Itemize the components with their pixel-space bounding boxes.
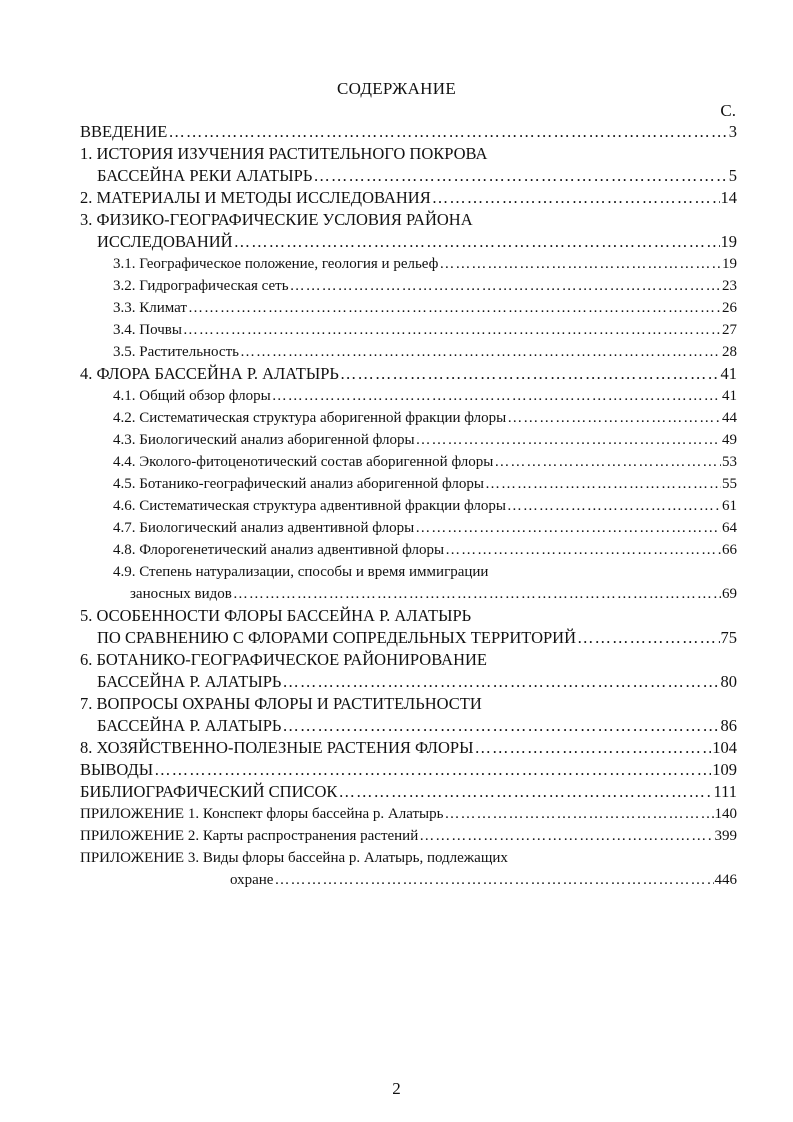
toc-entry-intro[interactable] xyxy=(80,121,737,143)
leader-dots xyxy=(444,803,713,825)
toc-entry-text: 4. ФЛОРА БАССЕЙНА Р. АЛАТЫРЬ xyxy=(80,364,339,383)
toc-entry-7-line1[interactable]: 7. ВОПРОСЫ ОХРАНЫ ФЛОРЫ И РАСТИТЕЛЬНОСТИ xyxy=(80,694,482,713)
toc-entry-4-1[interactable] xyxy=(113,385,737,407)
toc-entry-appendix-1[interactable] xyxy=(80,803,737,825)
toc-entry-4-4[interactable] xyxy=(113,451,737,473)
toc-entry-page: 3 xyxy=(728,122,737,141)
toc-entry-page: 41 xyxy=(720,364,737,383)
leader-dots xyxy=(290,275,721,297)
toc-entry-4-7[interactable] xyxy=(113,517,737,539)
toc-entry-3-line2[interactable] xyxy=(97,231,737,253)
toc-entry-appendix-2[interactable] xyxy=(80,825,737,847)
toc-entry-4-8[interactable] xyxy=(113,539,737,561)
toc-entry-page: 26 xyxy=(722,300,737,316)
toc-entry-text: 4.2. Систематическая структура аборигенной фракции флоры xyxy=(113,410,507,426)
toc-entry-page: 14 xyxy=(720,188,737,207)
toc-entry-text: 8. ХОЗЯЙСТВЕННО-ПОЛЕЗНЫЕ РАСТЕНИЯ ФЛОРЫ xyxy=(80,738,474,757)
leader-dots xyxy=(272,385,721,407)
toc-entry-text: ИССЛЕДОВАНИЙ xyxy=(97,232,233,251)
leader-dots xyxy=(282,715,719,737)
toc-entry-text: ПРИЛОЖЕНИЕ 2. Карты распространения растений xyxy=(80,828,419,844)
toc-entry-text: 4.5. Ботанико-географический анализ аборигенной флоры xyxy=(113,476,484,492)
leader-dots xyxy=(494,451,721,473)
toc-entry-bibliography[interactable] xyxy=(80,781,737,803)
leader-dots xyxy=(415,517,721,539)
toc-entry-appendix-3-line2[interactable] xyxy=(230,869,737,891)
toc-entry-text: охране xyxy=(230,872,274,888)
toc-entry-8[interactable] xyxy=(80,737,737,759)
toc-entry-page: 111 xyxy=(713,782,737,801)
toc-entry-text: 3.1. Географическое положение, геология и рельеф xyxy=(113,256,439,272)
toc-entry-1-line1[interactable]: 1. ИСТОРИЯ ИЗУЧЕНИЯ РАСТИТЕЛЬНОГО ПОКРОВА xyxy=(80,144,488,163)
leader-dots xyxy=(282,671,719,693)
toc-entry-text: заносных видов xyxy=(130,586,232,602)
toc-entry-4-3[interactable] xyxy=(113,429,737,451)
toc-entry-page: 61 xyxy=(722,498,737,514)
toc-entry-page: 80 xyxy=(720,672,737,691)
toc-entry-text: ВВЕДЕНИЕ xyxy=(80,122,168,141)
toc-entry-page: 27 xyxy=(722,322,737,338)
toc-entry-page: 28 xyxy=(722,344,737,360)
toc-entry-7-line2[interactable] xyxy=(97,715,737,737)
toc-entry-3-line1[interactable]: 3. ФИЗИКО-ГЕОГРАФИЧЕСКИЕ УСЛОВИЯ РАЙОНА xyxy=(80,210,473,229)
leader-dots xyxy=(338,781,712,803)
toc-entry-page: 19 xyxy=(722,256,737,272)
toc-entry-page: 19 xyxy=(720,232,737,251)
toc-entry-3-1[interactable] xyxy=(113,253,737,275)
toc-entry-page: 53 xyxy=(722,454,737,470)
leader-dots xyxy=(507,495,721,517)
toc-entry-3-5[interactable] xyxy=(113,341,737,363)
leader-dots xyxy=(416,429,721,451)
toc-entry-4-5[interactable] xyxy=(113,473,737,495)
toc-entry-4[interactable] xyxy=(80,363,737,385)
leader-dots xyxy=(154,759,711,781)
toc-entry-page: 399 xyxy=(714,828,737,844)
toc-entry-page: 109 xyxy=(712,760,737,779)
toc-entry-page: 44 xyxy=(722,410,737,426)
toc-entry-text: 3.3. Климат xyxy=(113,300,187,316)
toc-entry-5-line1[interactable]: 5. ОСОБЕННОСТИ ФЛОРЫ БАССЕЙНА Р. АЛАТЫРЬ xyxy=(80,606,472,625)
toc-entry-text: ПО СРАВНЕНИЮ С ФЛОРАМИ СОПРЕДЕЛЬНЫХ ТЕРРИТОРИЙ xyxy=(97,628,577,647)
toc-entry-3-3[interactable] xyxy=(113,297,737,319)
leader-dots xyxy=(445,539,721,561)
leader-dots xyxy=(240,341,721,363)
toc-entry-text: 4.7. Биологический анализ адвентивной флоры xyxy=(113,520,415,536)
toc-entry-4-9-line2[interactable] xyxy=(130,583,737,605)
toc-entry-text: БИБЛИОГРАФИЧЕСКИЙ СПИСОК xyxy=(80,782,338,801)
toc-entry-text: 4.8. Флорогенетический анализ адвентивной флоры xyxy=(113,542,445,558)
toc-entry-text: БАССЕЙНА Р. АЛАТЫРЬ xyxy=(97,672,282,691)
toc-entry-conclusions[interactable] xyxy=(80,759,737,781)
toc-entry-page: 446 xyxy=(714,872,737,888)
toc-entry-page: 23 xyxy=(722,278,737,294)
toc-entry-text: 4.4. Эколого-фитоценотический состав аборигенной флоры xyxy=(113,454,494,470)
leader-dots xyxy=(419,825,713,847)
leader-dots xyxy=(432,187,720,209)
leader-dots xyxy=(485,473,721,495)
toc-entry-text: 3.4. Почвы xyxy=(113,322,182,338)
toc-entry-text: 2. МАТЕРИАЛЫ И МЕТОДЫ ИССЛЕДОВАНИЯ xyxy=(80,188,431,207)
leader-dots xyxy=(313,165,727,187)
toc-entry-6-line1[interactable]: 6. БОТАНИКО-ГЕОГРАФИЧЕСКОЕ РАЙОНИРОВАНИЕ xyxy=(80,650,488,669)
toc-entry-text: ПРИЛОЖЕНИЕ 1. Конспект флоры бассейна р. Алатырь xyxy=(80,806,444,822)
toc-entry-page: 69 xyxy=(722,586,737,602)
toc-entry-page: 41 xyxy=(722,388,737,404)
toc-entry-3-4[interactable] xyxy=(113,319,737,341)
toc-entry-text: БАССЕЙНА Р. АЛАТЫРЬ xyxy=(97,716,282,735)
toc-entry-appendix-3-line1[interactable]: ПРИЛОЖЕНИЕ 3. Виды флоры бассейна р. Алатырь, подлежащих xyxy=(80,850,508,866)
toc-entry-4-2[interactable] xyxy=(113,407,737,429)
toc-entry-page: 64 xyxy=(722,520,737,536)
leader-dots xyxy=(577,627,719,649)
toc-entry-6-line2[interactable] xyxy=(97,671,737,693)
toc-entry-text: 4.6. Систематическая структура адвентивной фракции флоры xyxy=(113,498,506,514)
leader-dots xyxy=(183,319,721,341)
toc-entry-3-2[interactable] xyxy=(113,275,737,297)
toc-entry-4-9-line1[interactable]: 4.9. Степень натурализации, способы и время иммиграции xyxy=(113,564,489,580)
leader-dots xyxy=(168,121,727,143)
page-column-label: С. xyxy=(720,101,736,120)
toc-entry-page: 86 xyxy=(720,716,737,735)
toc-entry-5-line2[interactable] xyxy=(97,627,737,649)
toc-entry-page: 140 xyxy=(714,806,737,822)
toc-entry-text: БАССЕЙНА РЕКИ АЛАТЫРЬ xyxy=(97,166,313,185)
page-number: 2 xyxy=(392,1079,401,1098)
toc-entry-4-6[interactable] xyxy=(113,495,737,517)
leader-dots xyxy=(233,583,721,605)
leader-dots xyxy=(474,737,711,759)
toc-entry-2[interactable] xyxy=(80,187,737,209)
toc-entry-1-line2[interactable] xyxy=(97,165,737,187)
leader-dots xyxy=(234,231,720,253)
toc-entry-page: 49 xyxy=(722,432,737,448)
toc-entry-page: 75 xyxy=(720,628,737,647)
leader-dots xyxy=(439,253,721,275)
toc-entry-page: 66 xyxy=(722,542,737,558)
toc-entry-page: 5 xyxy=(728,166,737,185)
leader-dots xyxy=(507,407,721,429)
toc-entry-page: 55 xyxy=(722,476,737,492)
toc-entry-text: 3.2. Гидрографическая сеть xyxy=(113,278,289,294)
leader-dots xyxy=(340,363,720,385)
toc-entry-text: ВЫВОДЫ xyxy=(80,760,154,779)
toc-entry-text: 4.3. Биологический анализ аборигенной флоры xyxy=(113,432,415,448)
toc-entry-page: 104 xyxy=(712,738,737,757)
toc-entry-text: 3.5. Растительность xyxy=(113,344,239,360)
leader-dots xyxy=(274,869,713,891)
toc-entry-text: 4.1. Общий обзор флоры xyxy=(113,388,271,404)
page-title: СОДЕРЖАНИЕ xyxy=(336,79,457,98)
leader-dots xyxy=(188,297,721,319)
